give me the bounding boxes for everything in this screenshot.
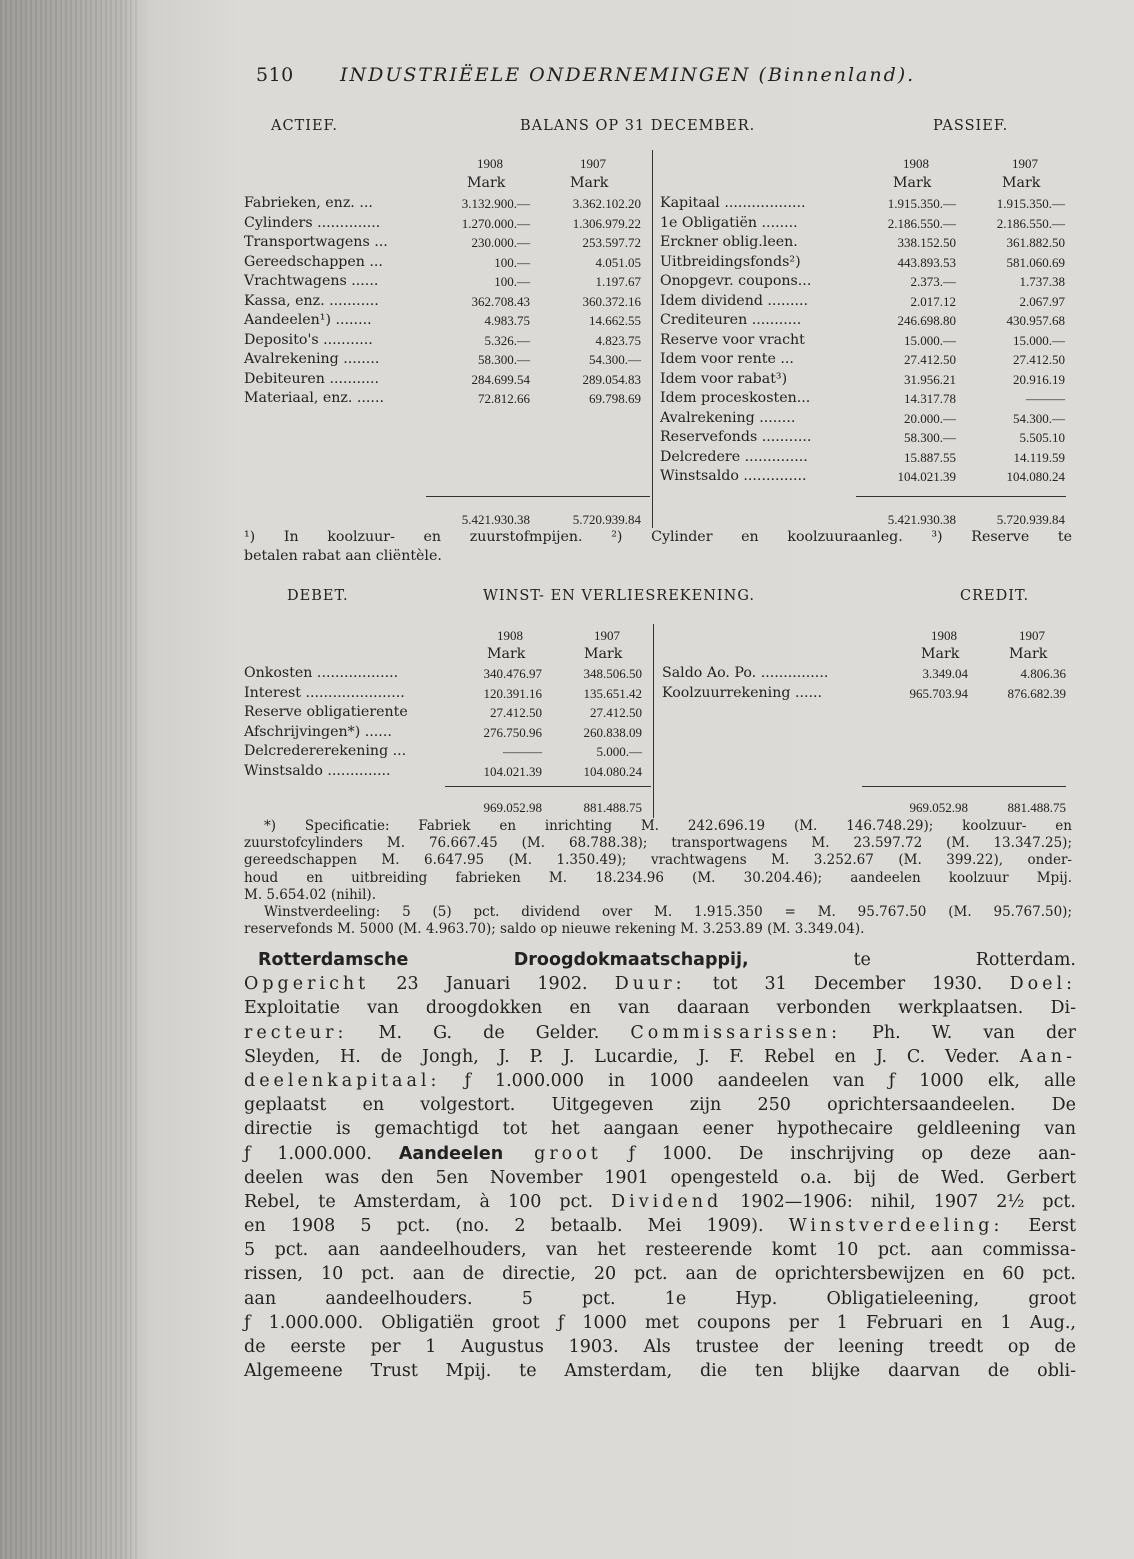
passief-value-1908: 2.373.— bbox=[910, 274, 956, 289]
actief-value-1908: 4.983.75 bbox=[484, 313, 530, 328]
debet-value-1907: 104.080.24 bbox=[583, 763, 642, 779]
passief-value-1908: 104.021.39 bbox=[897, 469, 956, 484]
passief-label: Erckner oblig.leen. bbox=[660, 234, 798, 250]
note-line: reservefonds M. 5000 (M. 4.963.70); saldo op nieuwe rekening M. 3.253.89 (M. 3.349.04). bbox=[244, 921, 865, 938]
actief-value-1908: 100.— bbox=[494, 274, 530, 289]
actief-value-1908: 284.699.54 bbox=[471, 371, 530, 387]
passief-label: Avalrekening ........ bbox=[660, 409, 796, 426]
debet-value-1907: 27.412.50 bbox=[590, 705, 642, 720]
passief-value-1907: 14.119.59 bbox=[1013, 449, 1065, 465]
passief-label: Reserve voor vracht bbox=[660, 331, 805, 348]
para-line: aan aandeelhouders. 5 pct. 1e Hyp. Obligatieleening, groot bbox=[244, 1288, 1076, 1309]
passief-value-1907: 54.300.— bbox=[1013, 410, 1065, 426]
passief-value-1907: 104.080.24 bbox=[1006, 469, 1065, 484]
passief-label: Idem proceskosten... bbox=[660, 390, 811, 406]
page-number: 510 bbox=[256, 64, 294, 86]
passief-value-1907: 361.882.50 bbox=[1006, 235, 1065, 250]
passief-label: Idem voor rabat³) bbox=[660, 370, 788, 387]
wv-right-heading: CREDIT. bbox=[960, 588, 1030, 604]
credit-value-1908: 965.703.94 bbox=[909, 685, 968, 701]
passief-value-1907: 15.000.— bbox=[1013, 332, 1065, 348]
balans-title: BALANS OP 31 DECEMBER. bbox=[520, 118, 756, 134]
wv-title: WINST- EN VERLIESREKENING. bbox=[483, 588, 755, 604]
actief-label: Deposito's ........... bbox=[244, 331, 373, 348]
actief-value-1907: 289.054.83 bbox=[582, 371, 641, 387]
note-line: zuurstofcylinders M. 76.667.45 (M. 68.788.38); transportwagens M. 23.597.72 (M. 13.347.25); bbox=[244, 835, 1072, 852]
actief-value-1908: 100.— bbox=[494, 254, 530, 270]
passief-value-1908: 20.000.— bbox=[904, 410, 956, 426]
actief-label: Cylinders .............. bbox=[244, 214, 381, 231]
actief-label: Transportwagens ... bbox=[244, 234, 388, 250]
para-line: en 1908 5 pct. (no. 2 betaalb. Mei 1909). Winstverdeeling: Eerst bbox=[244, 1216, 1076, 1237]
actief-value-1908: 58.300.— bbox=[478, 352, 530, 367]
debet-label: Onkosten .................. bbox=[244, 665, 399, 681]
actief-value-1907: 4.051.05 bbox=[595, 254, 641, 270]
wv-right-total-1908: 969.052.98 bbox=[909, 800, 968, 815]
wv-right-unit-1: Mark bbox=[921, 646, 960, 662]
passief-label: Crediteuren ........... bbox=[660, 312, 802, 328]
credit-1907-values bbox=[970, 664, 1066, 703]
actief-value-1907: 14.662.55 bbox=[589, 313, 641, 328]
actief-value-1907: 69.798.69 bbox=[589, 391, 641, 406]
para-line: Rotterdamsche Droogdokmaatschappij, te Rotterdam. bbox=[258, 950, 1076, 970]
debet-value-1908: 27.412.50 bbox=[490, 705, 542, 720]
debet-value-1907: 348.506.50 bbox=[583, 666, 642, 681]
actief-value-1907: 4.823.75 bbox=[595, 332, 641, 348]
para-line: ƒ 1.000.000. Aandeelen groot ƒ 1000. De inschrijving op deze aan- bbox=[244, 1143, 1076, 1164]
para-line bbox=[244, 1383, 1076, 1407]
passief-label: Uitbreidingsfonds²) bbox=[660, 253, 801, 270]
para-line: Opgericht 23 Januari 1902. Duur: tot 31 December 1930. Doel: bbox=[244, 974, 1076, 995]
wv-right-total-rule bbox=[862, 786, 1066, 787]
passief-value-1908: 1.915.350.— bbox=[887, 196, 956, 211]
actief-value-1908: 230.000.— bbox=[471, 235, 530, 250]
passief-value-1908: 15.887.55 bbox=[904, 449, 956, 465]
passief-value-1908: 31.956.21 bbox=[904, 371, 956, 387]
balans-divider bbox=[652, 150, 653, 528]
balans-left-total-1908: 5.421.930.38 bbox=[461, 512, 530, 527]
actief-value-1908: 362.708.43 bbox=[471, 293, 530, 309]
actief-value-1908: 3.132.900.— bbox=[461, 196, 530, 211]
passief-label: Delcredere .............. bbox=[660, 448, 808, 465]
wv-right-year-1: 1908 bbox=[931, 628, 957, 643]
wv-left-total-rule bbox=[445, 786, 651, 787]
para-line: rissen, 10 pct. aan de directie, 20 pct. aan de oprichtersbewijzen en 60 pct. bbox=[244, 1264, 1076, 1285]
note-line: gereedschappen M. 6.647.95 (M. 1.350.49); vrachtwagens M. 3.252.67 (M. 399.22), onder- bbox=[244, 852, 1072, 869]
para-line: Rebel, te Amsterdam, à 100 pct. Dividend 1902—1906: nihil, 1907 2½ pct. bbox=[244, 1191, 1076, 1212]
actief-value-1907: 3.362.102.20 bbox=[572, 196, 641, 211]
para-line: deelenkapitaal: ƒ 1.000.000 in 1000 aandeelen van ƒ 1000 elk, alle bbox=[244, 1070, 1076, 1091]
wv-left-heading: DEBET. bbox=[287, 588, 349, 604]
debet-value-1908: 340.476.97 bbox=[483, 666, 542, 681]
passief-labels bbox=[660, 194, 860, 487]
passief-value-1908: 15.000.— bbox=[904, 332, 956, 348]
balans-right-heading: PASSIEF. bbox=[933, 118, 1009, 134]
debet-value-1907: 5.000.— bbox=[596, 744, 642, 759]
page-title: INDUSTRIËELE ONDERNEMINGEN (Binnenland). bbox=[340, 64, 916, 86]
actief-value-1907: 1.197.67 bbox=[595, 274, 641, 289]
actief-labels bbox=[244, 194, 434, 409]
balans-right-total-rule bbox=[856, 496, 1066, 497]
actief-label: Vrachtwagens ...... bbox=[244, 273, 379, 289]
passief-value-1908: 27.412.50 bbox=[904, 352, 956, 367]
debet-value-1908: 276.750.96 bbox=[483, 724, 542, 740]
credit-value-1907: 876.682.39 bbox=[1007, 685, 1066, 701]
wv-left-unit-2: Mark bbox=[584, 646, 623, 662]
passief-value-1907: 20.916.19 bbox=[1013, 371, 1065, 387]
debet-value-1908: 120.391.16 bbox=[483, 685, 542, 701]
wv-left-unit-1: Mark bbox=[487, 646, 526, 662]
actief-value-1907: 253.597.72 bbox=[582, 235, 641, 250]
wv-right-total-1907: 881.488.75 bbox=[1007, 800, 1066, 815]
passief-value-1907: 5.505.10 bbox=[1019, 430, 1065, 445]
balans-left-unit-1: Mark bbox=[467, 175, 506, 191]
actief-value-1907: 54.300.— bbox=[589, 352, 641, 367]
note-line: houd en uitbreiding fabrieken M. 18.234.96 (M. 30.204.46); aandeelen koolzuur Mpij. bbox=[244, 869, 1072, 886]
balans-right-unit-1: Mark bbox=[893, 175, 932, 191]
actief-label: Avalrekening ........ bbox=[244, 351, 380, 367]
company-name: Rotterdamsche Droogdokmaatschappij, bbox=[258, 950, 749, 970]
credit-label: Saldo Ao. Po. ............... bbox=[662, 665, 829, 681]
passief-value-1908: 2.017.12 bbox=[910, 293, 956, 309]
passief-value-1907: 2.067.97 bbox=[1019, 293, 1065, 309]
book-page-edge bbox=[0, 0, 140, 1559]
actief-label: Materiaal, enz. ...... bbox=[244, 390, 384, 406]
debet-value-1907: 135.651.42 bbox=[583, 685, 642, 701]
actief-label: Gereedschappen ... bbox=[244, 253, 383, 270]
passief-1908-values bbox=[850, 194, 956, 487]
wv-left-year-1: 1908 bbox=[497, 628, 523, 643]
debet-label: Winstsaldo .............. bbox=[244, 762, 391, 779]
balans-right-year-2: 1907 bbox=[1012, 156, 1038, 171]
balans-right-year-1: 1908 bbox=[903, 156, 929, 171]
debet-label: Reserve obligatierente bbox=[244, 704, 408, 720]
passief-value-1907: 1.737.38 bbox=[1019, 274, 1065, 289]
note-line: M. 5.654.02 (nihil). bbox=[244, 886, 376, 903]
passief-value-1908: 443.893.53 bbox=[897, 254, 956, 270]
actief-label: Fabrieken, enz. ... bbox=[244, 195, 373, 211]
balans-left-unit-2: Mark bbox=[570, 175, 609, 191]
actief-1907-values bbox=[535, 194, 641, 409]
actief-value-1907: 1.306.979.22 bbox=[572, 215, 641, 231]
credit-value-1908: 3.349.04 bbox=[922, 666, 968, 681]
specificatie-note bbox=[244, 818, 1072, 938]
balans-left-heading: ACTIEF. bbox=[271, 118, 338, 134]
actief-value-1907: 360.372.16 bbox=[582, 293, 641, 309]
passief-label: Onopgevr. coupons... bbox=[660, 273, 812, 289]
para-line: recteur: M. G. de Gelder. Commissarissen: Ph. W. van der bbox=[244, 1022, 1076, 1043]
balans-right-unit-2: Mark bbox=[1002, 175, 1041, 191]
actief-label: Debiteuren ........... bbox=[244, 370, 380, 387]
passief-value-1907: ——— bbox=[1026, 391, 1065, 406]
passief-value-1907: 581.060.69 bbox=[1006, 254, 1065, 270]
actief-label: Aandeelen¹) ........ bbox=[244, 312, 372, 328]
passief-label: Idem dividend ......... bbox=[660, 292, 809, 309]
passief-value-1908: 58.300.— bbox=[904, 430, 956, 445]
para-line: 5 pct. aan aandeelhouders, van het resteerende komt 10 pct. aan commissa- bbox=[244, 1240, 1076, 1261]
passief-1907-values bbox=[960, 194, 1065, 487]
wv-right-year-2: 1907 bbox=[1019, 628, 1045, 643]
balans-right-total-1908: 5.421.930.38 bbox=[887, 512, 956, 527]
para-line: deelen was den 5en November 1901 opengesteld o.a. bij de Wed. Gerbert bbox=[244, 1167, 1076, 1188]
note-line: Winstverdeeling: 5 (5) pct. dividend over M. 1.915.350 = M. 95.767.50 (M. 95.767.50); bbox=[264, 903, 1072, 920]
passief-label: Winstsaldo .............. bbox=[660, 468, 807, 484]
wv-left-total-1908: 969.052.98 bbox=[483, 800, 542, 815]
para-line: Sleyden, H. de Jongh, J. P. J. Lucardie, J. F. Rebel en J. C. Veder. Aan- bbox=[244, 1046, 1076, 1067]
para-line: de eerste per 1 Augustus 1903. Als trustee der leening treedt op de bbox=[244, 1337, 1076, 1357]
para-line: Algemeene Trust Mpij. te Amsterdam, die ten blijke daarvan de obli- bbox=[244, 1361, 1076, 1382]
balans-footnote-line-2: betalen rabat aan cliëntèle. bbox=[244, 548, 442, 564]
balans-left-year-1: 1908 bbox=[477, 156, 503, 171]
passief-value-1908: 14.317.78 bbox=[904, 391, 956, 406]
passief-value-1908: 2.186.550.— bbox=[887, 215, 956, 231]
debet-label: Afschrijvingen*) ...... bbox=[244, 723, 392, 740]
debet-value-1908: 104.021.39 bbox=[483, 763, 542, 779]
para-line: directie is gemachtigd tot het aangaan eener hypothecaire geldleening van bbox=[244, 1119, 1076, 1140]
actief-value-1908: 5.326.— bbox=[484, 332, 530, 348]
para-line: ƒ 1.000.000. Obligatiën groot ƒ 1000 met coupons per 1 Februari en 1 Aug., bbox=[244, 1312, 1076, 1333]
passief-value-1908: 246.698.80 bbox=[897, 313, 956, 328]
credit-1908-values bbox=[860, 664, 968, 703]
debet-label: Delcredererekening ... bbox=[244, 743, 407, 759]
debet-labels bbox=[244, 664, 454, 781]
note-line: *) Specificatie: Fabriek en inrichting M. 242.696.19 (M. 146.748.29); koolzuur- en bbox=[264, 818, 1072, 834]
actief-label: Kassa, enz. ........... bbox=[244, 292, 379, 309]
passief-value-1907: 27.412.50 bbox=[1013, 352, 1065, 367]
debet-label: Interest ...................... bbox=[244, 684, 405, 701]
actief-1908-values bbox=[420, 194, 530, 409]
debet-value-1907: 260.838.09 bbox=[583, 724, 642, 740]
debet-value-1908: ——— bbox=[503, 744, 542, 759]
passief-label: 1e Obligatiën ........ bbox=[660, 214, 798, 231]
passief-label: Reservefonds ........... bbox=[660, 429, 812, 445]
actief-value-1908: 1.270.000.— bbox=[461, 215, 530, 231]
company-entry bbox=[244, 948, 1076, 1408]
passief-value-1907: 2.186.550.— bbox=[996, 215, 1065, 231]
wv-left-total-1907: 881.488.75 bbox=[583, 800, 642, 815]
wv-divider bbox=[653, 624, 654, 818]
actief-value-1908: 72.812.66 bbox=[478, 391, 530, 406]
passief-label: Idem voor rente ... bbox=[660, 351, 794, 367]
credit-value-1907: 4.806.36 bbox=[1020, 666, 1066, 681]
debet-1908-values bbox=[440, 664, 542, 781]
balans-left-total-rule bbox=[426, 496, 650, 497]
passief-value-1907: 430.957.68 bbox=[1006, 313, 1065, 328]
balans-footnote-line-1: ¹) In koolzuur- en zuurstofmpijen. ²) Cylinder en koolzuuraanleg. ³) Reserve te bbox=[244, 529, 1072, 545]
balans-left-total-1907: 5.720.939.84 bbox=[572, 512, 641, 527]
credit-labels bbox=[662, 664, 882, 703]
passief-label: Kapitaal .................. bbox=[660, 195, 806, 211]
balans-right-total-1907: 5.720.939.84 bbox=[996, 512, 1065, 527]
passief-value-1907: 1.915.350.— bbox=[996, 196, 1065, 211]
wv-right-unit-2: Mark bbox=[1009, 646, 1048, 662]
para-line: Exploitatie van droogdokken en van daaraan verbonden werkplaatsen. Di- bbox=[244, 998, 1076, 1019]
para-line: geplaatst en volgestort. Uitgegeven zijn 250 oprichtersaandeelen. De bbox=[244, 1095, 1076, 1116]
wv-left-year-2: 1907 bbox=[594, 628, 620, 643]
credit-label: Koolzuurrekening ...... bbox=[662, 684, 823, 701]
debet-1907-values bbox=[548, 664, 642, 781]
passief-value-1908: 338.152.50 bbox=[897, 235, 956, 250]
balans-left-year-2: 1907 bbox=[580, 156, 606, 171]
